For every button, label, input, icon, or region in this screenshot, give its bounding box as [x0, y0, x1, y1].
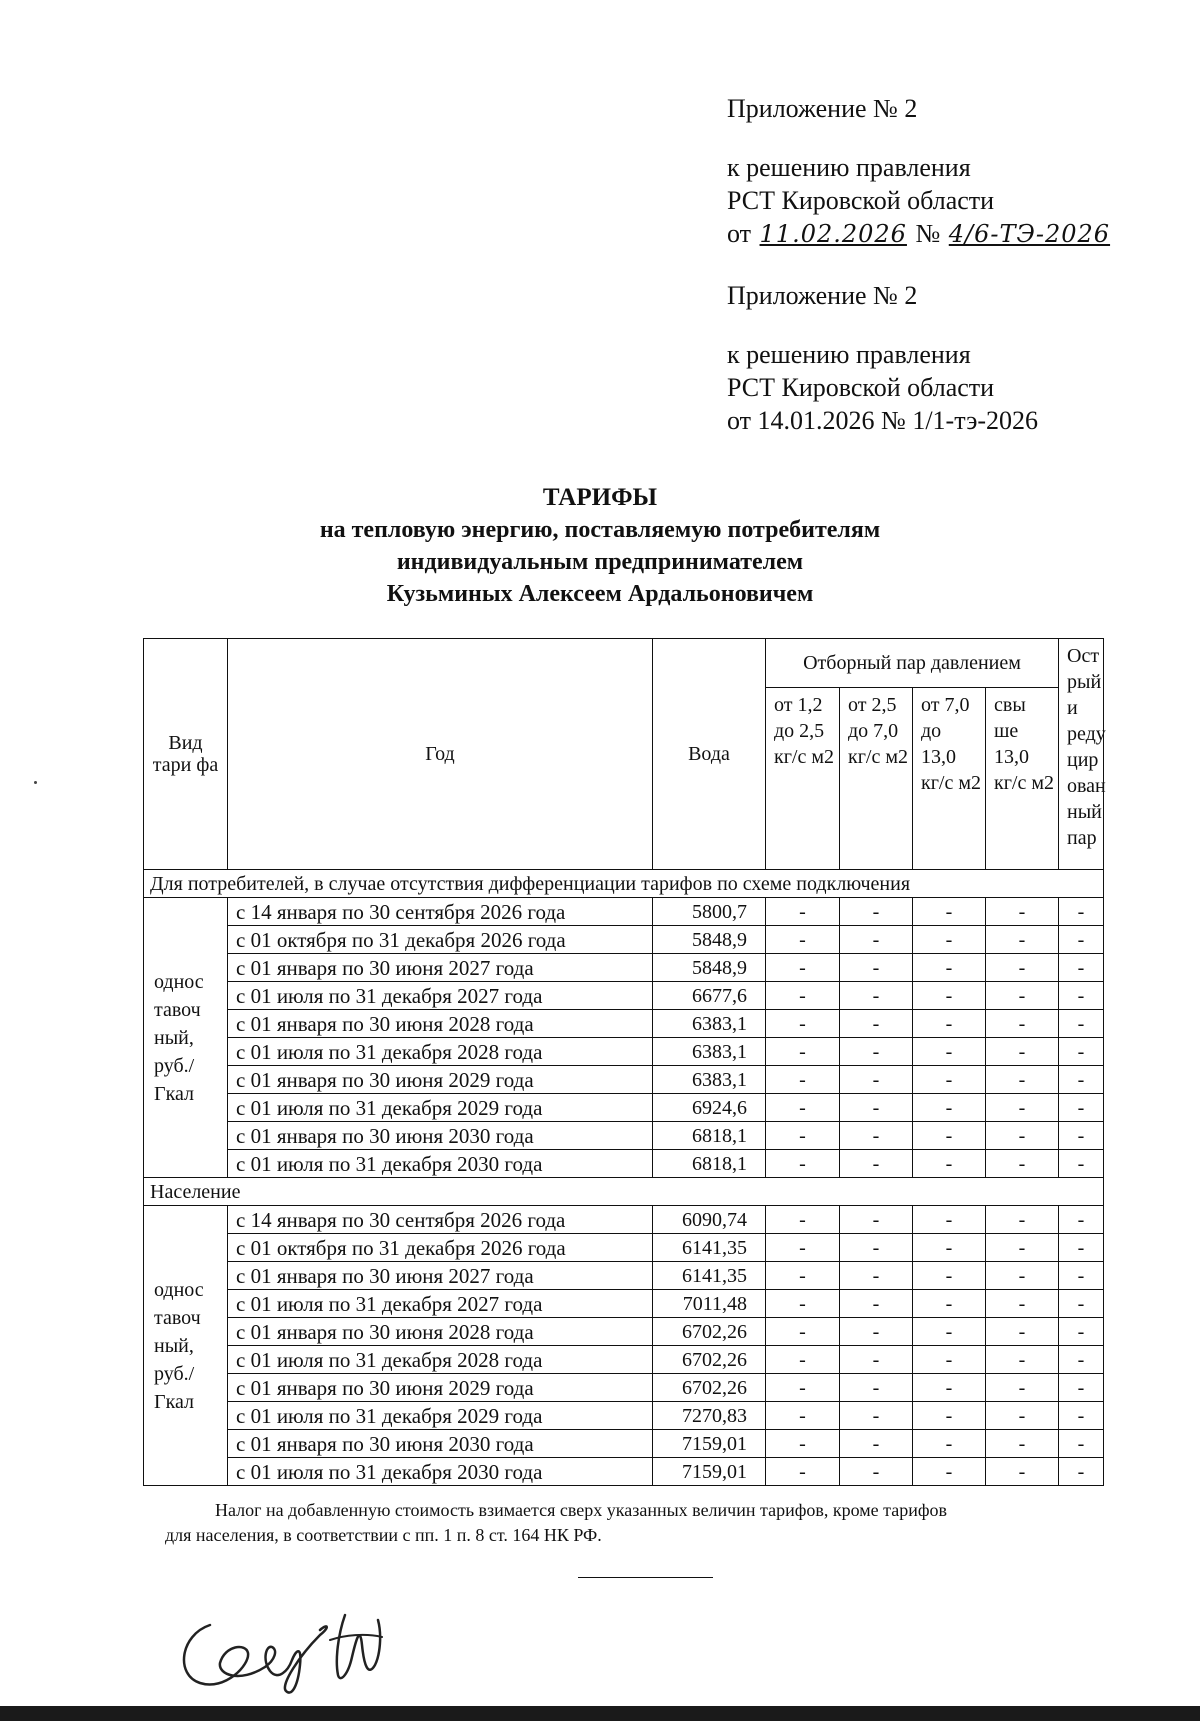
empty-tariff-cell: - [1059, 1346, 1104, 1374]
heading-line: Кузьминых Алексеем Ардальоновичем [386, 581, 814, 607]
note-line: для населения, в соответствии с пп. 1 п. 8 ст. 164 НК РФ. [165, 1525, 602, 1545]
empty-tariff-cell: - [913, 1262, 986, 1290]
period-cell: с 01 июля по 31 декабря 2030 года [228, 1458, 653, 1486]
table-row [144, 1430, 1104, 1458]
header-steam-col: от 7,0 до 13,0 кг/с м2 [913, 687, 986, 869]
vat-note [165, 1498, 1125, 1548]
empty-tariff-cell: - [766, 1206, 840, 1234]
empty-tariff-cell: - [913, 1430, 986, 1458]
water-tariff-cell: 6818,1 [653, 1122, 766, 1150]
water-tariff-cell: 6383,1 [653, 1038, 766, 1066]
empty-tariff-cell: - [840, 982, 913, 1010]
empty-tariff-cell: - [986, 1346, 1059, 1374]
date-prefix: от [727, 219, 752, 248]
empty-tariff-cell: - [986, 898, 1059, 926]
header-water: Вода [653, 639, 766, 870]
empty-tariff-cell: - [986, 1150, 1059, 1178]
empty-tariff-cell: - [840, 1010, 913, 1038]
empty-tariff-cell: - [766, 982, 840, 1010]
empty-tariff-cell: - [840, 1374, 913, 1402]
period-cell: с 01 июля по 31 декабря 2027 года [228, 982, 653, 1010]
empty-tariff-cell: - [913, 1122, 986, 1150]
empty-tariff-cell: - [766, 1094, 840, 1122]
water-tariff-cell: 6141,35 [653, 1262, 766, 1290]
period-cell: с 01 января по 30 июня 2028 года [228, 1010, 653, 1038]
empty-tariff-cell: - [766, 1010, 840, 1038]
empty-tariff-cell: - [840, 1038, 913, 1066]
water-tariff-cell: 6818,1 [653, 1150, 766, 1178]
empty-tariff-cell: - [840, 1290, 913, 1318]
empty-tariff-cell: - [913, 1234, 986, 1262]
header-steam-col: свы ше 13,0 кг/с м2 [986, 687, 1059, 869]
tariff-kind: однос тавоч ный, руб./ Гкал [144, 1206, 228, 1486]
period-cell: с 01 января по 30 июня 2027 года [228, 954, 653, 982]
empty-tariff-cell: - [766, 1290, 840, 1318]
period-cell: с 14 января по 30 сентября 2026 года [228, 1206, 653, 1234]
empty-tariff-cell: - [986, 1262, 1059, 1290]
period-cell: с 01 января по 30 июня 2028 года [228, 1318, 653, 1346]
empty-tariff-cell: - [766, 1262, 840, 1290]
empty-tariff-cell: - [986, 1122, 1059, 1150]
table-row [144, 1262, 1104, 1290]
end-separator [578, 1577, 713, 1578]
empty-tariff-cell: - [986, 1094, 1059, 1122]
empty-tariff-cell: - [913, 926, 986, 954]
table-row [144, 1234, 1104, 1262]
empty-tariff-cell: - [913, 898, 986, 926]
document-heading [0, 482, 1200, 610]
header-year: Год [228, 639, 653, 870]
empty-tariff-cell: - [766, 926, 840, 954]
water-tariff-cell: 6383,1 [653, 1010, 766, 1038]
heading-title: ТАРИФЫ [542, 484, 658, 511]
water-tariff-cell: 5848,9 [653, 954, 766, 982]
header-row [144, 639, 1104, 688]
heading-line: на тепловую энергию, поставляемую потребителям [319, 517, 881, 543]
empty-tariff-cell: - [840, 1318, 913, 1346]
empty-tariff-cell: - [913, 1150, 986, 1178]
empty-tariff-cell: - [986, 926, 1059, 954]
period-cell: с 14 января по 30 сентября 2026 года [228, 898, 653, 926]
empty-tariff-cell: - [986, 1066, 1059, 1094]
table-row [144, 1290, 1104, 1318]
empty-tariff-cell: - [1059, 1262, 1104, 1290]
empty-tariff-cell: - [766, 1402, 840, 1430]
empty-tariff-cell: - [840, 1234, 913, 1262]
empty-tariff-cell: - [840, 1206, 913, 1234]
tariff-table [143, 638, 1104, 1486]
period-cell: с 01 января по 30 июня 2030 года [228, 1122, 653, 1150]
empty-tariff-cell: - [1059, 1290, 1104, 1318]
empty-tariff-cell: - [913, 1038, 986, 1066]
period-cell: с 01 января по 30 июня 2029 года [228, 1374, 653, 1402]
empty-tariff-cell: - [1059, 1038, 1104, 1066]
table-row [144, 1206, 1104, 1234]
empty-tariff-cell: - [766, 1150, 840, 1178]
period-cell: с 01 июля по 31 декабря 2028 года [228, 1346, 653, 1374]
heading-line: индивидуальным предпринимателем [396, 549, 804, 575]
period-cell: с 01 января по 30 июня 2029 года [228, 1066, 653, 1094]
empty-tariff-cell: - [986, 1038, 1059, 1066]
empty-tariff-cell: - [766, 1346, 840, 1374]
handwritten-date: 11.02.2026 [759, 220, 907, 248]
scan-border [0, 1706, 1200, 1721]
empty-tariff-cell: - [913, 1290, 986, 1318]
period-cell: с 01 июля по 31 декабря 2030 года [228, 1150, 653, 1178]
appendix-title: Приложение № 2 [727, 94, 918, 123]
empty-tariff-cell: - [766, 1430, 840, 1458]
empty-tariff-cell: - [840, 1346, 913, 1374]
water-tariff-cell: 6677,6 [653, 982, 766, 1010]
header-steam-group: Отборный пар давлением [766, 639, 1059, 688]
empty-tariff-cell: - [913, 1458, 986, 1486]
water-tariff-cell: 6924,6 [653, 1094, 766, 1122]
period-cell: с 01 июля по 31 декабря 2029 года [228, 1094, 653, 1122]
water-tariff-cell: 6702,26 [653, 1346, 766, 1374]
period-cell: с 01 октября по 31 декабря 2026 года [228, 926, 653, 954]
water-tariff-cell: 7159,01 [653, 1430, 766, 1458]
header-steam-col: от 2,5 до 7,0 кг/с м2 [840, 687, 913, 869]
empty-tariff-cell: - [986, 1458, 1059, 1486]
empty-tariff-cell: - [913, 1374, 986, 1402]
header-sharp-steam: Ост рый и реду цир ован ный пар [1059, 639, 1104, 870]
empty-tariff-cell: - [913, 1206, 986, 1234]
table-row [144, 1318, 1104, 1346]
handwritten-number: 4/6-ТЭ-2026 [948, 220, 1111, 248]
empty-tariff-cell: - [986, 1234, 1059, 1262]
section-title: Население [144, 1178, 1104, 1206]
water-tariff-cell: 7011,48 [653, 1290, 766, 1318]
appendix-line: к решению правления [727, 153, 971, 182]
water-tariff-cell: 6702,26 [653, 1374, 766, 1402]
table-row [144, 1150, 1104, 1178]
header-kind: Вид тари фа [144, 639, 228, 870]
appendix-old [727, 279, 1038, 437]
note-line: Налог на добавленную стоимость взимается сверх указанных величин тарифов, кроме тарифов [215, 1500, 948, 1520]
table-row [144, 1402, 1104, 1430]
empty-tariff-cell: - [840, 1094, 913, 1122]
empty-tariff-cell: - [913, 982, 986, 1010]
signature-mark [170, 1605, 400, 1700]
water-tariff-cell: 6090,74 [653, 1206, 766, 1234]
empty-tariff-cell: - [840, 1430, 913, 1458]
table-row [144, 954, 1104, 982]
table-row [144, 982, 1104, 1010]
empty-tariff-cell: - [986, 1430, 1059, 1458]
appendix-line: от 14.01.2026 № 1/1-тэ-2026 [727, 406, 1039, 435]
empty-tariff-cell: - [913, 1066, 986, 1094]
empty-tariff-cell: - [1059, 1430, 1104, 1458]
empty-tariff-cell: - [766, 1458, 840, 1486]
table-row [144, 926, 1104, 954]
water-tariff-cell: 5848,9 [653, 926, 766, 954]
empty-tariff-cell: - [1059, 1206, 1104, 1234]
appendix-new [727, 92, 1112, 251]
empty-tariff-cell: - [766, 1122, 840, 1150]
period-cell: с 01 января по 30 июня 2027 года [228, 1262, 653, 1290]
period-cell: с 01 июля по 31 декабря 2027 года [228, 1290, 653, 1318]
section-row [144, 870, 1104, 898]
empty-tariff-cell: - [1059, 954, 1104, 982]
tariff-table-body [144, 870, 1104, 1486]
empty-tariff-cell: - [1059, 1374, 1104, 1402]
appendix-title: Приложение № 2 [727, 281, 918, 310]
period-cell: с 01 октября по 31 декабря 2026 года [228, 1234, 653, 1262]
empty-tariff-cell: - [986, 1010, 1059, 1038]
table-row [144, 1038, 1104, 1066]
empty-tariff-cell: - [1059, 1234, 1104, 1262]
empty-tariff-cell: - [766, 954, 840, 982]
empty-tariff-cell: - [986, 982, 1059, 1010]
empty-tariff-cell: - [840, 1262, 913, 1290]
empty-tariff-cell: - [1059, 1318, 1104, 1346]
period-cell: с 01 января по 30 июня 2030 года [228, 1430, 653, 1458]
water-tariff-cell: 7159,01 [653, 1458, 766, 1486]
table-row [144, 1346, 1104, 1374]
empty-tariff-cell: - [913, 1346, 986, 1374]
table-row [144, 1458, 1104, 1486]
empty-tariff-cell: - [840, 1122, 913, 1150]
header-steam-col: от 1,2 до 2,5 кг/с м2 [766, 687, 840, 869]
empty-tariff-cell: - [840, 1402, 913, 1430]
empty-tariff-cell: - [766, 898, 840, 926]
section-title: Для потребителей, в случае отсутствия дифференциации тарифов по схеме подключения [144, 870, 1104, 898]
water-tariff-cell: 5800,7 [653, 898, 766, 926]
period-cell: с 01 июля по 31 декабря 2028 года [228, 1038, 653, 1066]
appendix-date-line [727, 217, 1112, 251]
table-row [144, 1066, 1104, 1094]
empty-tariff-cell: - [766, 1374, 840, 1402]
table-row [144, 1010, 1104, 1038]
water-tariff-cell: 7270,83 [653, 1402, 766, 1430]
empty-tariff-cell: - [986, 954, 1059, 982]
water-tariff-cell: 6141,35 [653, 1234, 766, 1262]
empty-tariff-cell: - [913, 954, 986, 982]
tariff-kind: однос тавоч ный, руб./ Гкал [144, 898, 228, 1178]
empty-tariff-cell: - [840, 954, 913, 982]
table-row [144, 1374, 1104, 1402]
empty-tariff-cell: - [1059, 1122, 1104, 1150]
empty-tariff-cell: - [986, 1206, 1059, 1234]
empty-tariff-cell: - [913, 1010, 986, 1038]
empty-tariff-cell: - [986, 1402, 1059, 1430]
empty-tariff-cell: - [1059, 1402, 1104, 1430]
empty-tariff-cell: - [1059, 1094, 1104, 1122]
appendix-line: РСТ Кировской области [727, 373, 995, 402]
empty-tariff-cell: - [913, 1094, 986, 1122]
water-tariff-cell: 6702,26 [653, 1318, 766, 1346]
empty-tariff-cell: - [913, 1402, 986, 1430]
empty-tariff-cell: - [986, 1290, 1059, 1318]
section-row [144, 1178, 1104, 1206]
empty-tariff-cell: - [1059, 1010, 1104, 1038]
empty-tariff-cell: - [1059, 926, 1104, 954]
empty-tariff-cell: - [986, 1318, 1059, 1346]
empty-tariff-cell: - [840, 926, 913, 954]
empty-tariff-cell: - [1059, 898, 1104, 926]
scan-speck [34, 781, 37, 784]
empty-tariff-cell: - [1059, 1150, 1104, 1178]
empty-tariff-cell: - [840, 1458, 913, 1486]
empty-tariff-cell: - [766, 1038, 840, 1066]
empty-tariff-cell: - [766, 1318, 840, 1346]
empty-tariff-cell: - [1059, 1066, 1104, 1094]
empty-tariff-cell: - [986, 1374, 1059, 1402]
appendix-line: к решению правления [727, 340, 971, 369]
empty-tariff-cell: - [766, 1234, 840, 1262]
appendix-line: РСТ Кировской области [727, 186, 995, 215]
empty-tariff-cell: - [913, 1318, 986, 1346]
empty-tariff-cell: - [840, 898, 913, 926]
empty-tariff-cell: - [1059, 1458, 1104, 1486]
table-row [144, 898, 1104, 926]
water-tariff-cell: 6383,1 [653, 1066, 766, 1094]
empty-tariff-cell: - [840, 1066, 913, 1094]
table-row [144, 1094, 1104, 1122]
table-row [144, 1122, 1104, 1150]
number-prefix: № [915, 219, 941, 248]
period-cell: с 01 июля по 31 декабря 2029 года [228, 1402, 653, 1430]
empty-tariff-cell: - [766, 1066, 840, 1094]
empty-tariff-cell: - [1059, 982, 1104, 1010]
empty-tariff-cell: - [840, 1150, 913, 1178]
